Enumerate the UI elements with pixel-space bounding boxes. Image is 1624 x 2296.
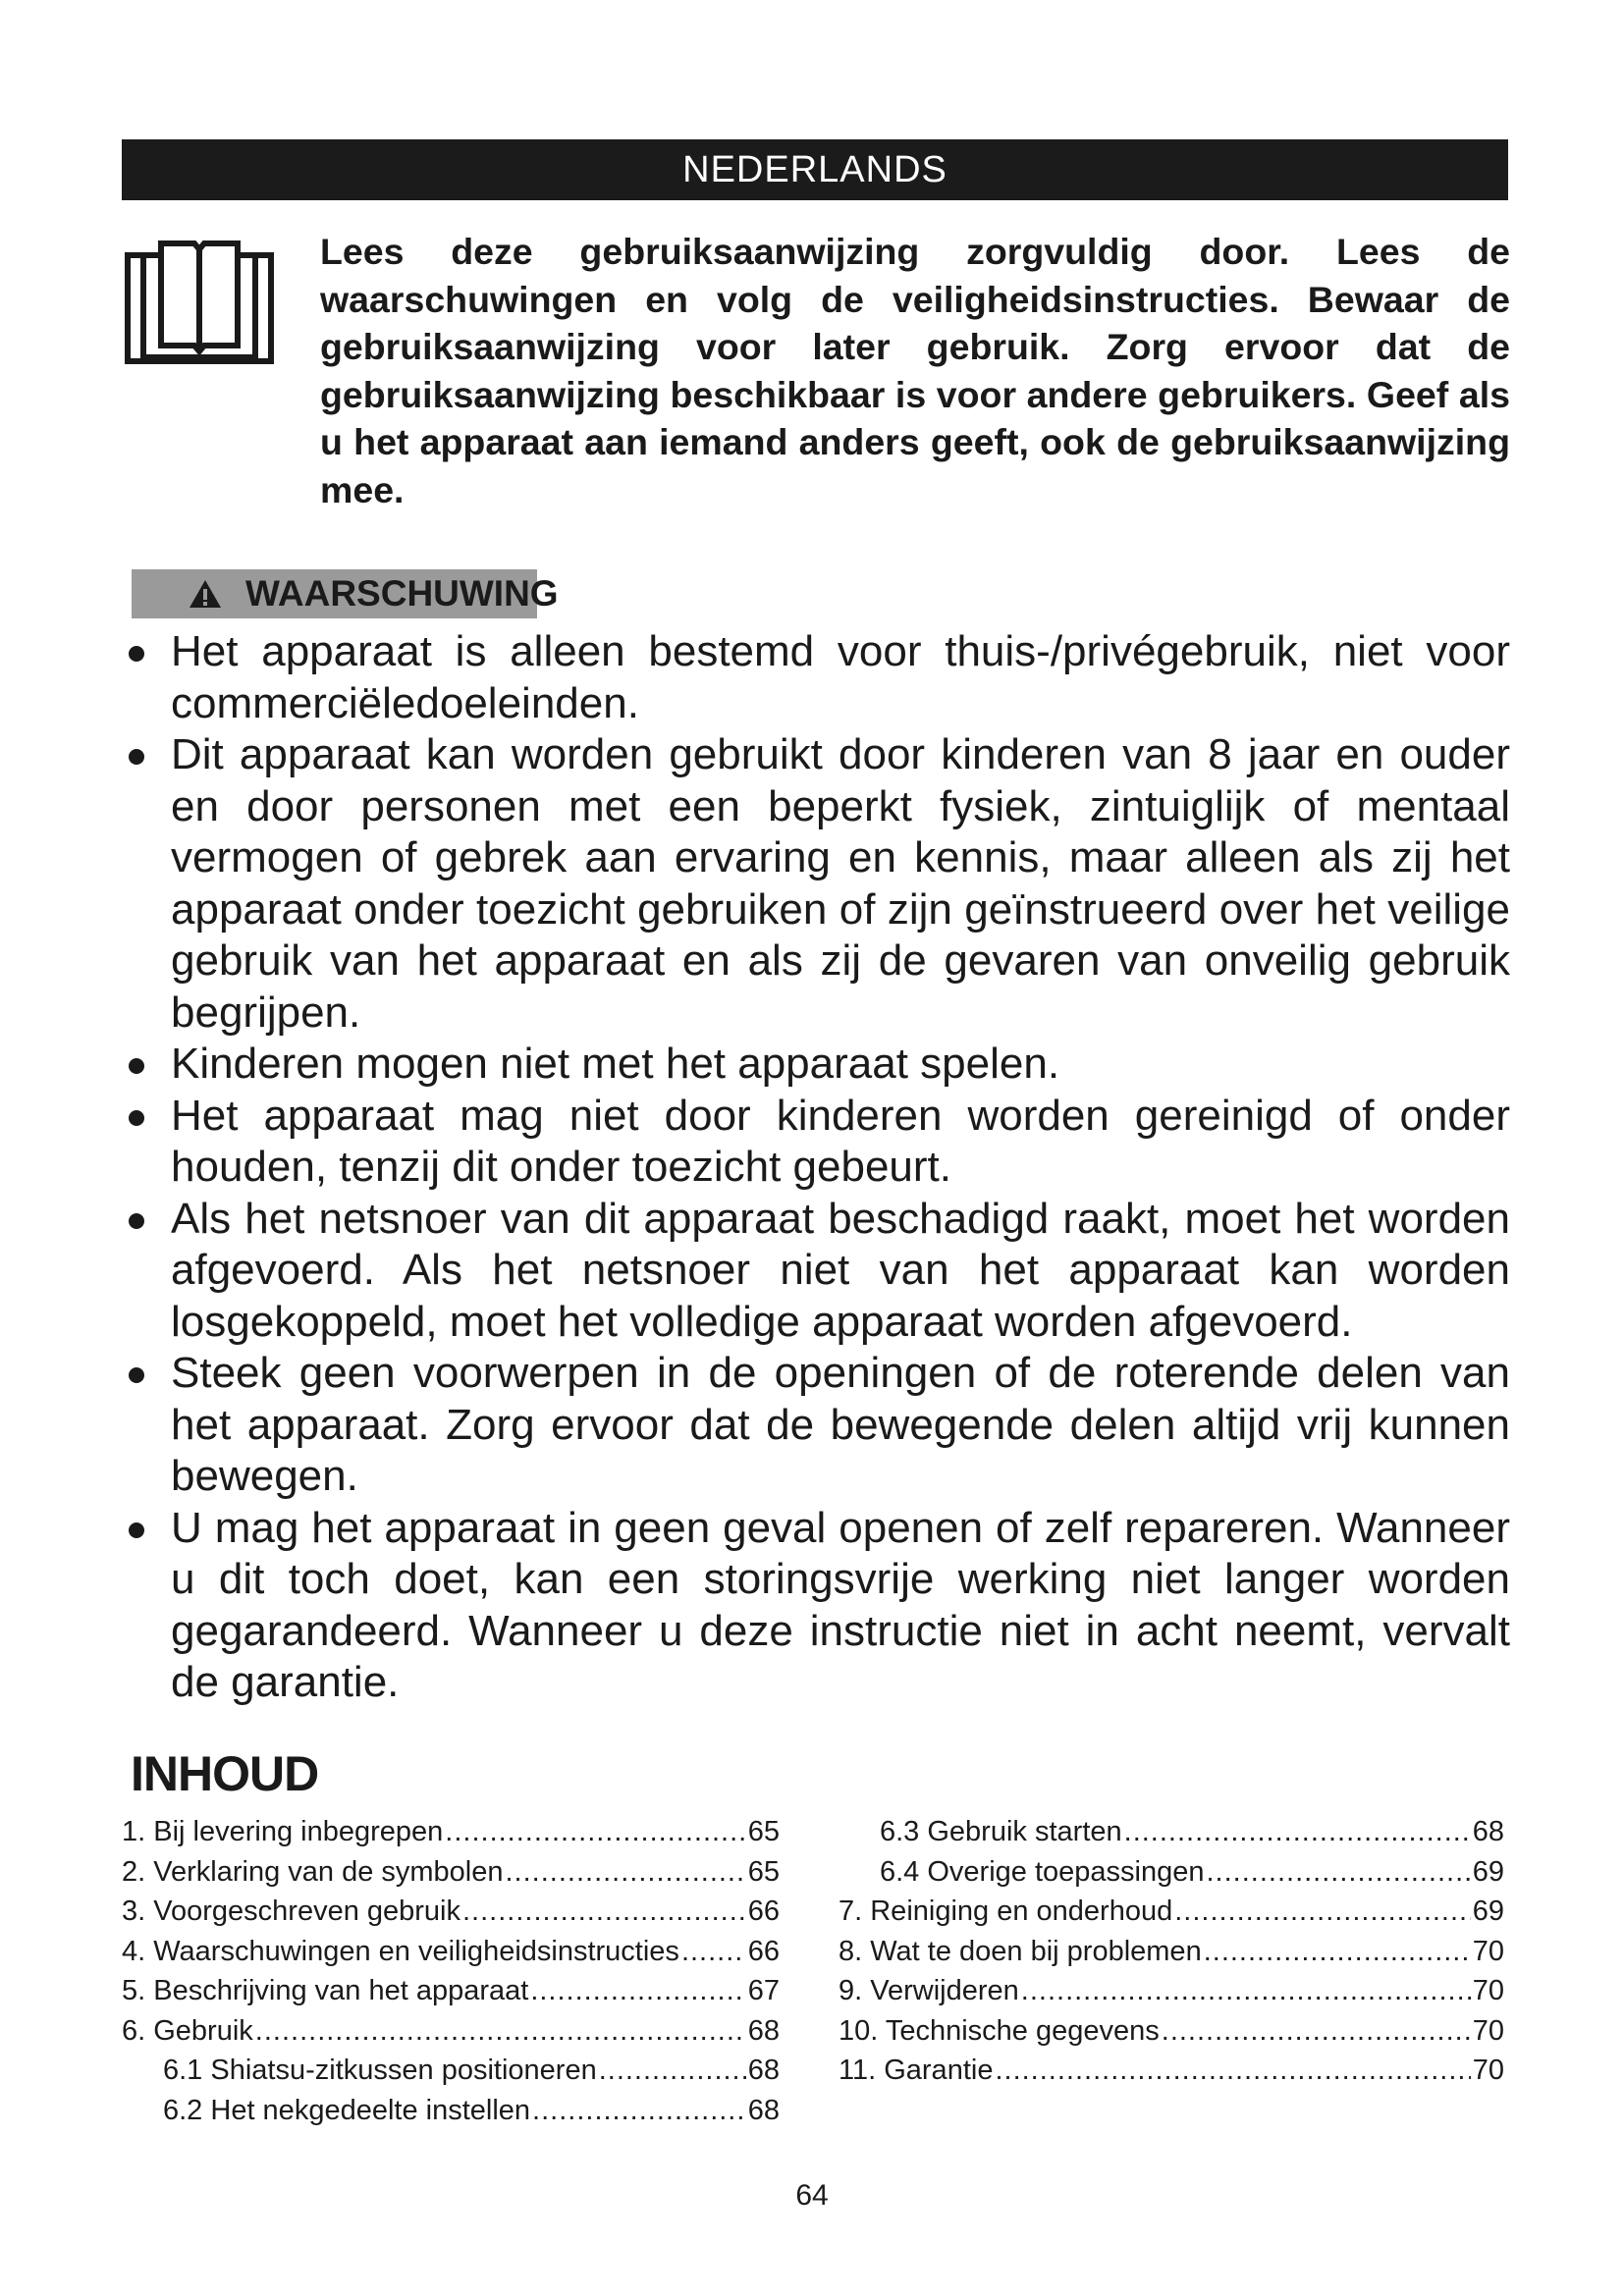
- warning-item: [124, 1194, 1510, 1349]
- toc-page: 70: [1472, 2014, 1504, 2047]
- toc-entry[interactable]: [839, 2011, 1504, 2052]
- toc-page: 68: [747, 2014, 780, 2047]
- toc-label: 6.3 Gebruik starten: [880, 1816, 1122, 1847]
- toc-label: 1. Bij levering inbegrepen: [122, 1816, 444, 1847]
- toc-leader: [1021, 1971, 1471, 2011]
- bullet-icon: [129, 1213, 144, 1229]
- bullet-icon: [129, 646, 144, 662]
- contents-list-left: [122, 1812, 780, 2130]
- toc-entry[interactable]: [839, 1812, 1504, 1852]
- toc-entry[interactable]: [839, 1892, 1504, 1932]
- warning-triangle-icon: [189, 578, 222, 610]
- toc-page: 70: [1472, 1935, 1504, 1967]
- toc-leader: [462, 1892, 746, 1932]
- toc-label: 9. Verwijderen: [839, 1975, 1019, 2006]
- page-number: 64: [795, 2179, 829, 2212]
- toc-entry[interactable]: [122, 2011, 780, 2052]
- bullet-icon: [129, 1367, 144, 1383]
- toc-label: 10. Technische gegevens: [839, 2014, 1160, 2047]
- bullet-icon: [129, 1110, 144, 1126]
- toc-label: 8. Wat te doen bij problemen: [839, 1935, 1202, 1967]
- warning-item: [124, 1348, 1510, 1503]
- toc-entry[interactable]: [122, 1852, 780, 1893]
- toc-label: 7. Reiniging en onderhoud: [839, 1896, 1173, 1927]
- toc-leader: [599, 2051, 746, 2091]
- toc-leader: [1207, 1852, 1471, 1893]
- toc-label: 6.1 Shiatsu-zitkussen positioneren: [163, 2055, 597, 2086]
- warning-heading: [132, 569, 559, 618]
- toc-label: 11. Garantie: [839, 2055, 994, 2086]
- warning-item-text: Dit apparaat kan worden gebruikt door kinderen van 8 jaar en ouder en door personen met een beperkt fysiek, zintuiglijk of mentaal vermogen of gebrek aan ervaring en kennis, maar alleen als zij het apparaat onder toezicht gebruiken of zijn geïnstrueerd over het veilige gebruik van het apparaat en als zij de gevaren van onveilig gebruik begrijpen.: [171, 730, 1510, 1037]
- toc-entry[interactable]: [839, 2051, 1504, 2091]
- toc-page: 69: [1472, 1855, 1504, 1888]
- warning-item-text: Als het netsnoer van dit apparaat beschadigd raakt, moet het worden afgevoerd. Als het netsnoer niet van het apparaat kan worden losgekoppeld, moet het volledige apparaat worden afgevoerd.: [171, 1194, 1510, 1346]
- toc-entry[interactable]: [839, 1971, 1504, 2011]
- warning-item-text: Steek geen voorwerpen in de openingen of de roterende delen van het apparaat. Zorg ervoor dat de bewegende delen altijd vrij kunnen bewegen.: [171, 1349, 1510, 1500]
- toc-page: 70: [1472, 1975, 1504, 2006]
- toc-leader: [995, 2051, 1470, 2091]
- toc-leader: [530, 1971, 745, 2011]
- toc-leader: [445, 1812, 745, 1852]
- toc-entry[interactable]: [122, 2051, 780, 2091]
- toc-label: 6. Gebruik: [122, 2014, 253, 2047]
- toc-page: 68: [747, 2094, 780, 2126]
- warning-item-text: U mag het apparaat in geen geval openen of zelf repareren. Wanneer u dit toch doet, kan een storingsvrije werking niet langer worden gegarandeerd. Wanneer u deze instructie niet in acht neemt, vervalt de garantie.: [171, 1503, 1510, 1706]
- toc-label: 6.4 Overige toepassingen: [880, 1855, 1205, 1888]
- contents-title: INHOUD: [131, 1746, 319, 1801]
- toc-entry[interactable]: [122, 1932, 780, 1972]
- intro-text: Lees deze gebruiksaanwijzing zorgvuldig door. Lees de waarschuwingen en volg de veiligheidsinstructies. Bewaar de gebruiksaanwijzing voor later gebruik. Zorg ervoor dat de gebruiksaanwijzing beschikbaar is voor andere gebruikers. Geef als u het apparaat aan iemand anders geeft, ook de gebruiksaanwijzing mee.: [320, 231, 1510, 510]
- toc-leader: [1162, 2011, 1471, 2052]
- toc-leader: [1174, 1892, 1471, 1932]
- warning-item: [124, 729, 1510, 1039]
- toc-page: 68: [747, 2055, 780, 2086]
- toc-page: 68: [1472, 1816, 1504, 1847]
- toc-entry[interactable]: [122, 1812, 780, 1852]
- toc-entry[interactable]: [122, 1971, 780, 2011]
- toc-entry[interactable]: [839, 1852, 1504, 1893]
- toc-page: 70: [1472, 2055, 1504, 2086]
- toc-entry[interactable]: [122, 1892, 780, 1932]
- bullet-icon: [129, 1522, 144, 1538]
- bullet-icon: [129, 1058, 144, 1074]
- toc-page: 66: [747, 1896, 780, 1927]
- toc-page: 65: [747, 1855, 780, 1888]
- toc-label: 4. Waarschuwingen en veiligheidsinstructies: [122, 1935, 679, 1967]
- toc-page: 69: [1472, 1896, 1504, 1927]
- warning-item: [124, 1503, 1510, 1709]
- toc-label: 3. Voorgeschreven gebruik: [122, 1896, 460, 1927]
- warning-item: [124, 626, 1510, 729]
- toc-leader: [1124, 1812, 1471, 1852]
- toc-leader: [506, 1852, 746, 1893]
- toc-leader: [532, 2091, 746, 2131]
- warning-list: [124, 626, 1510, 1709]
- warning-title: WAARSCHUWING: [245, 573, 559, 614]
- toc-page: 65: [747, 1816, 780, 1847]
- toc-label: 2. Verklaring van de symbolen: [122, 1855, 504, 1888]
- language-label: NEDERLANDS: [682, 148, 947, 190]
- warning-item-text: Het apparaat is alleen bestemd voor thuis-/privégebruik, niet voor commerciëledoeleinden.: [171, 627, 1510, 727]
- book-icon: [122, 236, 277, 365]
- bullet-icon: [129, 749, 144, 765]
- warning-item-text: Kinderen mogen niet met het apparaat spelen.: [171, 1040, 1060, 1088]
- toc-leader: [255, 2011, 746, 2052]
- toc-leader: [681, 1932, 746, 1972]
- toc-leader: [1204, 1932, 1471, 1972]
- warning-item: [124, 1091, 1510, 1194]
- warning-item: [124, 1039, 1510, 1091]
- toc-entry[interactable]: [839, 1932, 1504, 1972]
- contents-list-right: [839, 1812, 1504, 2091]
- toc-page: 67: [747, 1975, 780, 2006]
- toc-entry[interactable]: [122, 2091, 780, 2131]
- toc-page: 66: [747, 1935, 780, 1967]
- toc-label: 5. Beschrijving van het apparaat: [122, 1975, 529, 2006]
- toc-label: 6.2 Het nekgedeelte instellen: [163, 2094, 531, 2126]
- warning-item-text: Het apparaat mag niet door kinderen worden gereinigd of onder houden, tenzij dit onder toezicht gebeurt.: [171, 1091, 1510, 1191]
- language-header: [122, 139, 1508, 200]
